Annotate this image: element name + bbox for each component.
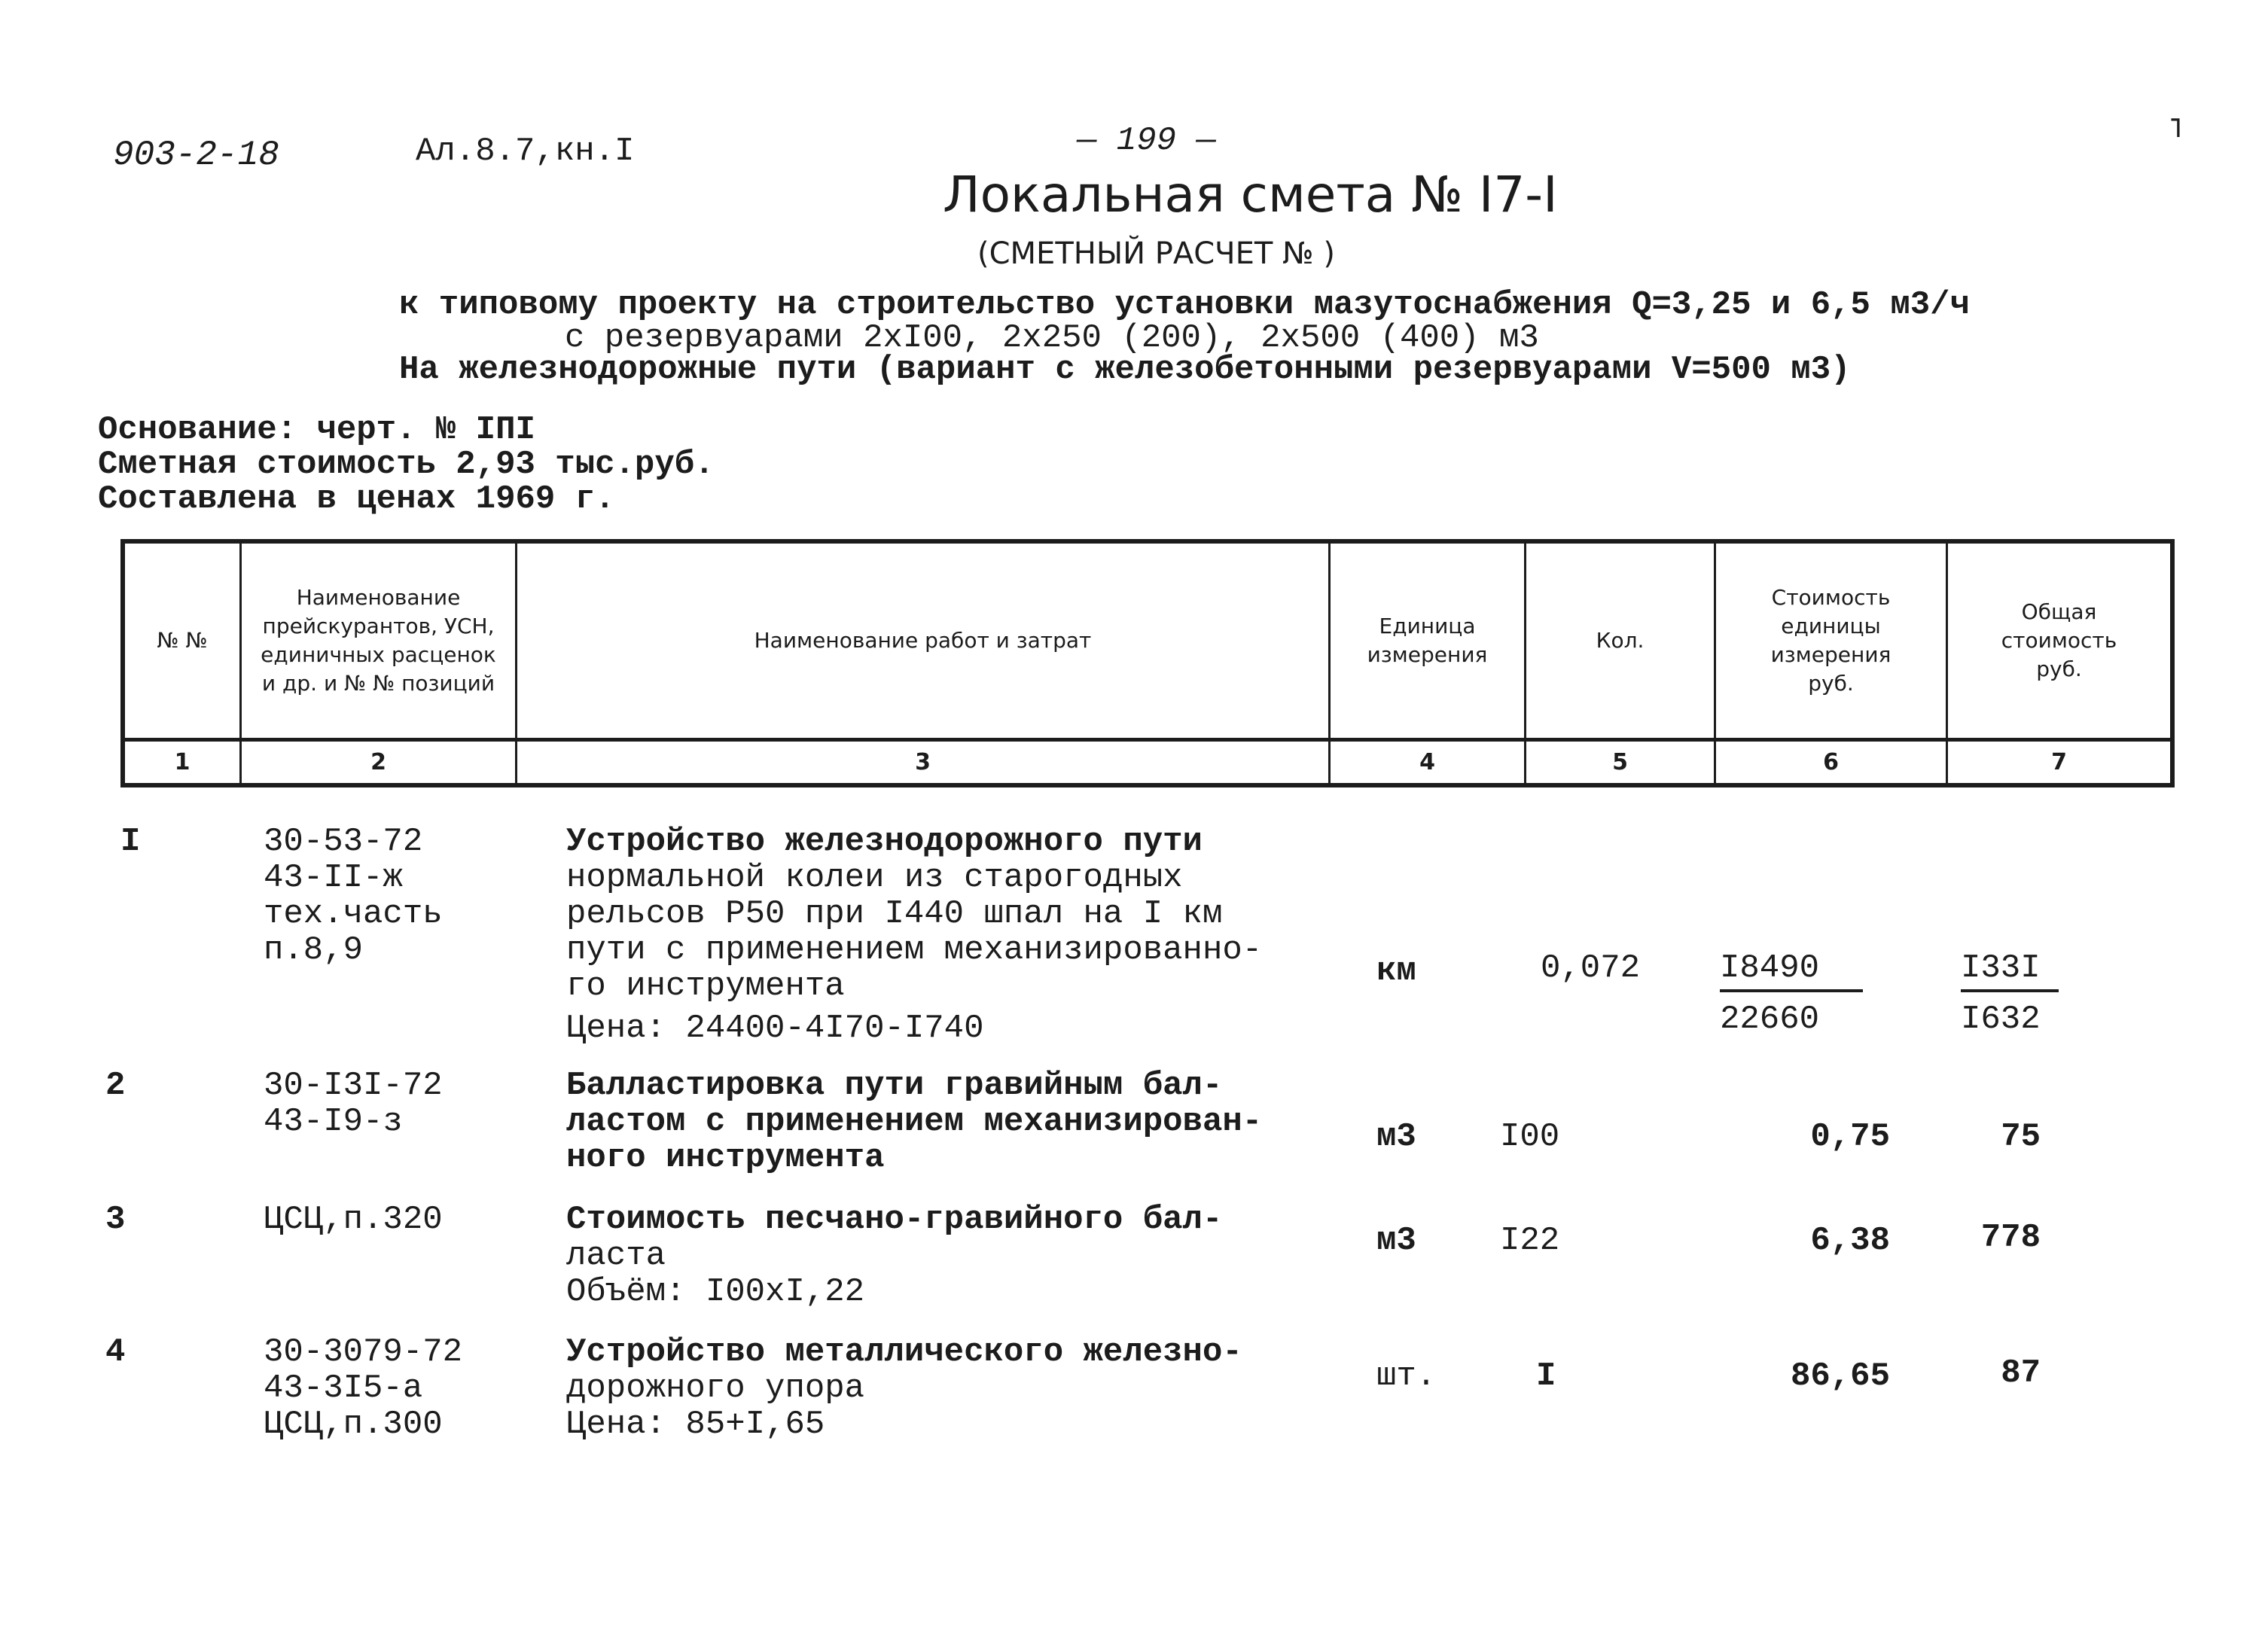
row-unit-cost: 0,75	[1810, 1118, 1890, 1156]
corner-mark: ˥	[2169, 113, 2182, 144]
row-code-line: 30-53-72	[264, 823, 423, 861]
page-title: Локальная смета № I7-I	[943, 166, 1558, 224]
row-description-line: го инструмента	[566, 967, 845, 1005]
row-number: 4	[105, 1333, 126, 1371]
row-number: 3	[105, 1201, 126, 1238]
column-header-unit-cost: Стоимость единицы измерения руб.	[1770, 585, 1892, 696]
row-quantity: I22	[1500, 1222, 1560, 1260]
row-description-line: дорожного упора	[566, 1369, 865, 1407]
row-description-line: ного инструмента	[566, 1139, 885, 1177]
page-number: — 199 —	[1077, 122, 1216, 160]
row-number: I	[120, 823, 141, 861]
purpose-line-1: к типовому проекту на строительство установки мазутоснабжения Q=3,25 и 6,5 м3/ч	[399, 286, 1970, 324]
row-total-bottom: I632	[1961, 1001, 2041, 1038]
column-header-quantity: Кол.	[1596, 628, 1645, 653]
column-header-number: № №	[157, 628, 208, 653]
row-code-line: ЦСЦ,п.320	[264, 1201, 443, 1238]
column-header-code: Наименование прейскурантов, УСН, единичных расценок и др. и № № позиций	[261, 585, 496, 696]
column-number: 4	[1419, 749, 1435, 775]
row-quantity: I00	[1500, 1118, 1560, 1156]
column-header-total-cost: Общая стоимость руб.	[2001, 599, 2117, 681]
row-unit: м3	[1376, 1222, 1416, 1260]
row-code-line: п.8,9	[264, 931, 364, 969]
row-unit-cost-top: I8490	[1720, 950, 1863, 992]
row-code-line: 30-I3I-72	[264, 1067, 443, 1104]
column-number: 7	[2051, 749, 2067, 775]
album-reference: Ал.8.7,кн.I	[416, 133, 635, 170]
row-total-top: I33I	[1961, 950, 2059, 992]
row-description-line: рельсов Р50 при I440 шпал на I км	[566, 895, 1223, 933]
purpose-line-3: На железнодорожные пути (вариант с железобетонными резервуарами V=500 м3)	[399, 351, 1851, 388]
document-code: 903-2-18	[113, 136, 279, 175]
basis-line: Основание: черт. № IПI	[98, 411, 535, 449]
column-header-description: Наименование работ и затрат	[754, 628, 1092, 653]
row-code-line: 43-3I5-а	[264, 1369, 423, 1407]
row-unit: м3	[1376, 1118, 1416, 1156]
column-number: 2	[370, 749, 386, 775]
row-description-line: Стоимость песчано-гравийного бал-	[566, 1201, 1223, 1238]
row-unit-cost-bottom: 22660	[1720, 1001, 1820, 1038]
row-number: 2	[105, 1067, 126, 1104]
page-subtitle: (СМЕТНЫЙ РАСЧЕТ № )	[977, 236, 1335, 271]
estimated-cost-line: Сметная стоимость 2,93 тыс.руб.	[98, 446, 715, 483]
row-code-line: 43-II-ж	[264, 859, 403, 897]
row-unit: шт.	[1376, 1357, 1437, 1395]
column-number: 5	[1612, 749, 1628, 775]
row-code-line: 43-I9-з	[264, 1103, 403, 1141]
row-unit-cost: 86,65	[1790, 1357, 1890, 1395]
table-header	[120, 539, 2175, 787]
row-code-line: тех.часть	[264, 895, 443, 933]
row-code-line: ЦСЦ,п.300	[264, 1406, 443, 1443]
row-description-line: ластом с применением механизирован-	[566, 1103, 1263, 1141]
row-total: 778	[1980, 1219, 2041, 1257]
purpose-line-2: с резервуарами 2хI00, 2х250 (200), 2х500 (400) м3	[565, 319, 1539, 357]
column-number: 3	[915, 749, 931, 775]
row-quantity: 0,072	[1541, 949, 1641, 987]
row-quantity: I	[1536, 1357, 1556, 1395]
row-description-line: Устройство металлического железно-	[566, 1333, 1242, 1371]
row-description-line: пути с применением механизированно-	[566, 931, 1263, 969]
row-unit-cost: 6,38	[1810, 1222, 1890, 1260]
row-description-line: нормальной колеи из старогодных	[566, 859, 1183, 897]
row-description-line: Цена: 85+I,65	[566, 1406, 825, 1443]
row-total: 87	[2001, 1354, 2041, 1392]
row-description-line: Устройство железнодорожного пути	[566, 823, 1203, 861]
row-description-line: ласта	[566, 1237, 666, 1275]
row-price-note: Цена: 24400-4I70-I740	[566, 1010, 984, 1047]
row-unit: км	[1376, 952, 1416, 990]
column-number: 6	[1823, 749, 1839, 775]
row-description-line: Объём: I00хI,22	[566, 1273, 865, 1311]
column-header-unit: Единица измерения	[1367, 614, 1488, 667]
row-total: 75	[2001, 1118, 2041, 1156]
row-code-line: 30-3079-72	[264, 1333, 463, 1371]
price-year-line: Составлена в ценах 1969 г.	[98, 480, 615, 518]
row-description-line: Балластировка пути гравийным бал-	[566, 1067, 1223, 1104]
column-number: 1	[174, 749, 191, 775]
